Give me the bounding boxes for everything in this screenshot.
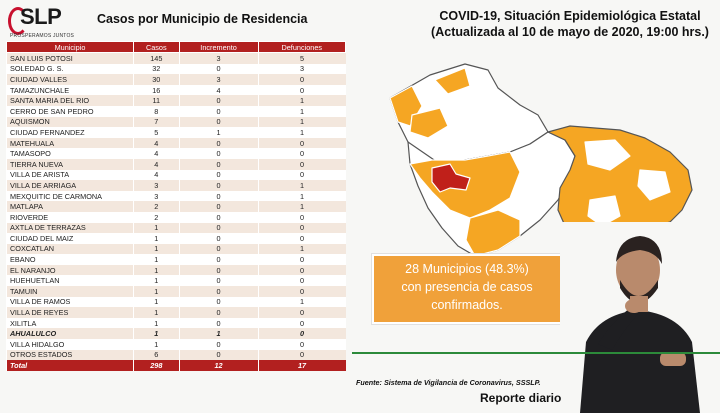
cell-defunciones: 0 — [258, 74, 345, 85]
cell-defunciones: 5 — [258, 53, 345, 64]
cell-defunciones: 0 — [258, 286, 345, 297]
cell-municipio: SOLEDAD G. S. — [7, 64, 134, 75]
table-row — [7, 170, 346, 181]
report-title-line1: COVID-19, Situación Epidemiológica Estatal — [439, 9, 701, 23]
cell-defunciones: 0 — [258, 339, 345, 350]
cell-defunciones: 1 — [258, 117, 345, 128]
cell-defunciones: 1 — [258, 297, 345, 308]
col-header-defunciones: Defunciones — [258, 42, 345, 53]
cell-casos: 2 — [134, 201, 180, 212]
source-note: Fuente: Sistema de Vigilancia de Coronavirus, SSSLP. — [356, 378, 541, 387]
cell-incremento: 3 — [179, 74, 258, 85]
cell-municipio: RIOVERDE — [7, 212, 134, 223]
municipios-callout — [372, 254, 562, 324]
total-defunciones: 17 — [258, 360, 345, 371]
cell-casos: 6 — [134, 350, 180, 361]
cell-casos: 16 — [134, 85, 180, 96]
callout-line1: 28 Municipios (48.3%) — [405, 262, 529, 276]
table-row — [7, 64, 346, 75]
cell-defunciones: 0 — [258, 307, 345, 318]
cell-casos: 4 — [134, 170, 180, 181]
cell-municipio: CIUDAD VALLES — [7, 74, 134, 85]
cell-casos: 1 — [134, 297, 180, 308]
cell-defunciones: 0 — [258, 275, 345, 286]
cell-incremento: 0 — [179, 191, 258, 202]
cell-defunciones: 0 — [258, 212, 345, 223]
cell-incremento: 0 — [179, 275, 258, 286]
table-row — [7, 223, 346, 234]
cell-incremento: 0 — [179, 254, 258, 265]
cell-incremento: 0 — [179, 170, 258, 181]
cell-defunciones: 0 — [258, 223, 345, 234]
cell-incremento: 0 — [179, 233, 258, 244]
cell-municipio: AXTLA DE TERRAZAS — [7, 223, 134, 234]
cell-casos: 32 — [134, 64, 180, 75]
table-row — [7, 286, 346, 297]
table-row — [7, 95, 346, 106]
map-region-south-orange — [466, 210, 520, 256]
table-row — [7, 275, 346, 286]
cell-casos: 1 — [134, 328, 180, 339]
table-row — [7, 244, 346, 255]
total-row — [7, 360, 346, 371]
cell-municipio: COXCATLAN — [7, 244, 134, 255]
footer-green-line — [352, 352, 720, 354]
table-row — [7, 339, 346, 350]
cell-incremento: 0 — [179, 117, 258, 128]
sign-language-interpreter-image — [560, 222, 720, 413]
total-incremento: 12 — [179, 360, 258, 371]
report-label: Reporte diario — [480, 391, 562, 405]
table-header-row — [7, 42, 346, 53]
cell-municipio: CIUDAD FERNANDEZ — [7, 127, 134, 138]
cell-municipio: EBANO — [7, 254, 134, 265]
cell-incremento: 0 — [179, 286, 258, 297]
cell-municipio: TAMASOPO — [7, 148, 134, 159]
cell-defunciones: 0 — [258, 254, 345, 265]
cell-defunciones: 0 — [258, 265, 345, 276]
cell-municipio: VILLA DE ARRIAGA — [7, 180, 134, 191]
cell-defunciones: 1 — [258, 201, 345, 212]
cell-municipio: SAN LUIS POTOSI — [7, 53, 134, 64]
table-body — [7, 53, 346, 361]
table-row — [7, 117, 346, 128]
cell-incremento: 0 — [179, 64, 258, 75]
cell-municipio: CERRO DE SAN PEDRO — [7, 106, 134, 117]
cell-casos: 4 — [134, 159, 180, 170]
cell-defunciones: 0 — [258, 170, 345, 181]
cell-casos: 1 — [134, 254, 180, 265]
cell-casos: 2 — [134, 212, 180, 223]
report-title — [425, 8, 715, 40]
cell-incremento: 0 — [179, 201, 258, 212]
cell-municipio: SANTA MARIA DEL RIO — [7, 95, 134, 106]
table-row — [7, 307, 346, 318]
cell-defunciones: 0 — [258, 318, 345, 329]
cell-defunciones: 0 — [258, 85, 345, 96]
table-row — [7, 148, 346, 159]
table-row — [7, 53, 346, 64]
table-row — [7, 138, 346, 149]
logo-name: SLP — [20, 4, 62, 29]
cell-casos: 11 — [134, 95, 180, 106]
cell-incremento: 0 — [179, 180, 258, 191]
cell-municipio: TIERRA NUEVA — [7, 159, 134, 170]
cell-casos: 3 — [134, 191, 180, 202]
cell-incremento: 0 — [179, 350, 258, 361]
cell-municipio: EL NARANJO — [7, 265, 134, 276]
callout-line2: con presencia de casos — [401, 280, 533, 294]
cell-defunciones: 0 — [258, 233, 345, 244]
table-row — [7, 318, 346, 329]
table-row — [7, 74, 346, 85]
cell-casos: 145 — [134, 53, 180, 64]
table-row — [7, 85, 346, 96]
col-header-casos: Casos — [134, 42, 180, 53]
cell-incremento: 0 — [179, 138, 258, 149]
cell-incremento: 4 — [179, 85, 258, 96]
cell-defunciones: 1 — [258, 244, 345, 255]
table-row — [7, 212, 346, 223]
cell-defunciones: 1 — [258, 127, 345, 138]
cell-incremento: 0 — [179, 223, 258, 234]
cell-casos: 1 — [134, 339, 180, 350]
cell-municipio: TAMUIN — [7, 286, 134, 297]
cell-incremento: 0 — [179, 339, 258, 350]
col-header-incremento: Incremento — [179, 42, 258, 53]
cell-defunciones: 3 — [258, 64, 345, 75]
cell-defunciones: 0 — [258, 328, 345, 339]
cell-incremento: 0 — [179, 318, 258, 329]
total-label: Total — [7, 360, 134, 371]
table-row — [7, 233, 346, 244]
cell-incremento: 3 — [179, 53, 258, 64]
cell-defunciones: 1 — [258, 191, 345, 202]
table-row — [7, 180, 346, 191]
table-row — [7, 328, 346, 339]
table-row — [7, 265, 346, 276]
cell-incremento: 0 — [179, 95, 258, 106]
logo-tagline: PROSPERAMOS JUNTOS — [10, 33, 75, 39]
cell-incremento: 0 — [179, 106, 258, 117]
cell-casos: 30 — [134, 74, 180, 85]
cell-municipio: MEXQUITIC DE CARMONA — [7, 191, 134, 202]
cell-incremento: 1 — [179, 127, 258, 138]
cell-incremento: 0 — [179, 212, 258, 223]
callout-line3: confirmados. — [431, 298, 503, 312]
total-casos: 298 — [134, 360, 180, 371]
cell-defunciones: 0 — [258, 350, 345, 361]
cell-casos: 1 — [134, 318, 180, 329]
table-row — [7, 159, 346, 170]
table-title: Casos por Municipio de Residencia — [97, 12, 308, 26]
cell-municipio: MATLAPA — [7, 201, 134, 212]
cell-incremento: 0 — [179, 297, 258, 308]
table-row — [7, 350, 346, 361]
table-row — [7, 106, 346, 117]
cell-casos: 4 — [134, 148, 180, 159]
cell-municipio: TAMAZUNCHALE — [7, 85, 134, 96]
cell-incremento: 0 — [179, 265, 258, 276]
cell-incremento: 0 — [179, 307, 258, 318]
cell-casos: 7 — [134, 117, 180, 128]
cell-defunciones: 0 — [258, 138, 345, 149]
cell-defunciones: 1 — [258, 106, 345, 117]
cell-municipio: VILLA DE REYES — [7, 307, 134, 318]
cell-casos: 1 — [134, 233, 180, 244]
cell-casos: 1 — [134, 223, 180, 234]
cell-municipio: AQUISMON — [7, 117, 134, 128]
cell-municipio: VILLA DE ARISTA — [7, 170, 134, 181]
cell-defunciones: 1 — [258, 180, 345, 191]
cell-incremento: 0 — [179, 159, 258, 170]
cell-casos: 1 — [134, 286, 180, 297]
table-row — [7, 254, 346, 265]
cell-casos: 5 — [134, 127, 180, 138]
cell-municipio: OTROS ESTADOS — [7, 350, 134, 361]
table-row — [7, 127, 346, 138]
table-row — [7, 191, 346, 202]
cell-casos: 1 — [134, 275, 180, 286]
cell-municipio: VILLA DE RAMOS — [7, 297, 134, 308]
cell-defunciones: 0 — [258, 148, 345, 159]
table-row — [7, 297, 346, 308]
cell-casos: 8 — [134, 106, 180, 117]
cell-incremento: 1 — [179, 328, 258, 339]
cell-municipio: AHUALULCO — [7, 328, 134, 339]
cell-municipio: HUEHUETLAN — [7, 275, 134, 286]
cell-incremento: 0 — [179, 148, 258, 159]
cell-defunciones: 0 — [258, 159, 345, 170]
cell-municipio: MATEHUALA — [7, 138, 134, 149]
cell-casos: 3 — [134, 180, 180, 191]
cell-municipio: VILLA HIDALGO — [7, 339, 134, 350]
cell-defunciones: 1 — [258, 95, 345, 106]
cell-casos: 1 — [134, 307, 180, 318]
col-header-municipio: Municipio — [7, 42, 134, 53]
cell-casos: 4 — [134, 138, 180, 149]
cell-municipio: XILITLA — [7, 318, 134, 329]
report-title-line2: (Actualizada al 10 de mayo de 2020, 19:00 hrs.) — [431, 25, 709, 39]
cell-casos: 1 — [134, 244, 180, 255]
cell-municipio: CIUDAD DEL MAIZ — [7, 233, 134, 244]
cell-incremento: 0 — [179, 244, 258, 255]
cell-casos: 1 — [134, 265, 180, 276]
cases-table — [6, 41, 346, 371]
table-row — [7, 201, 346, 212]
